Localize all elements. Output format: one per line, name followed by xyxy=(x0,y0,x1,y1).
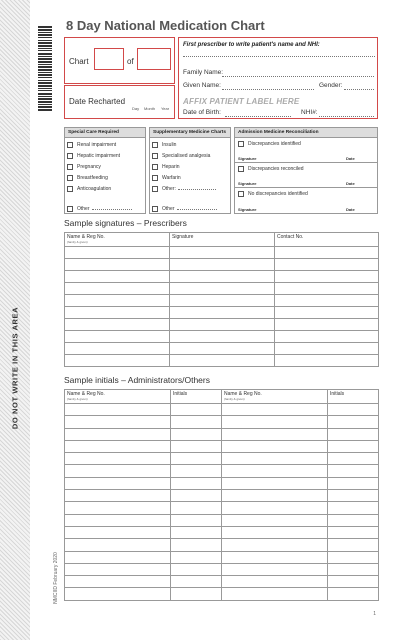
table-cell[interactable] xyxy=(171,551,222,563)
table-cell[interactable] xyxy=(171,465,222,477)
table-cell[interactable] xyxy=(65,490,171,502)
other-field[interactable] xyxy=(177,209,217,210)
date-recharted-box[interactable] xyxy=(64,85,175,119)
checkbox-icon[interactable] xyxy=(67,164,73,170)
chart-label: Chart xyxy=(69,57,89,66)
supplementary-heading: Supplementary Medicine Charts xyxy=(150,128,230,138)
table-row xyxy=(65,539,379,551)
table-cell[interactable] xyxy=(171,404,222,416)
table-cell[interactable] xyxy=(328,428,379,440)
table-cell[interactable] xyxy=(328,490,379,502)
reconciliation-section xyxy=(235,138,377,163)
supplementary-item[interactable]: Insulin xyxy=(152,142,176,148)
table-cell[interactable] xyxy=(275,343,379,355)
table-cell[interactable] xyxy=(65,283,170,295)
barcode-icon xyxy=(38,26,52,126)
table-cell[interactable] xyxy=(222,551,328,563)
table-cell[interactable] xyxy=(171,440,222,452)
table-cell[interactable] xyxy=(222,465,328,477)
date-label: Date xyxy=(346,207,355,212)
checkbox-icon[interactable] xyxy=(67,175,73,181)
table-cell[interactable] xyxy=(171,416,222,428)
table-cell[interactable] xyxy=(222,563,328,575)
checkbox-icon[interactable] xyxy=(152,164,158,170)
table-cell[interactable] xyxy=(222,514,328,526)
table-cell[interactable] xyxy=(222,453,328,465)
nhi-field[interactable] xyxy=(319,116,374,117)
table-cell[interactable] xyxy=(65,576,171,588)
table-cell[interactable] xyxy=(328,465,379,477)
table-cell[interactable] xyxy=(328,502,379,514)
table-cell[interactable] xyxy=(171,526,222,538)
column-header: Signature xyxy=(170,233,275,247)
checkbox-icon[interactable] xyxy=(67,186,73,192)
table-cell[interactable] xyxy=(275,283,379,295)
table-cell[interactable] xyxy=(328,477,379,489)
column-header: Name & Reg No. (family & given) xyxy=(65,233,170,247)
table-cell[interactable] xyxy=(65,453,171,465)
table-cell[interactable] xyxy=(171,563,222,575)
table-cell[interactable] xyxy=(222,588,328,600)
table-cell[interactable] xyxy=(275,271,379,283)
table-cell[interactable] xyxy=(222,440,328,452)
table-cell[interactable] xyxy=(65,247,170,259)
date-label: Date xyxy=(346,181,355,186)
table-cell[interactable] xyxy=(170,271,275,283)
prescriber-heading: First prescriber to write patient's name and NHI: xyxy=(183,42,320,48)
gender-field[interactable] xyxy=(344,89,374,90)
table-cell[interactable] xyxy=(328,514,379,526)
table-row xyxy=(65,588,379,600)
special-care-other[interactable]: Other xyxy=(67,206,132,212)
table-cell[interactable] xyxy=(65,404,171,416)
other-field[interactable] xyxy=(92,209,132,210)
signature-label: Signature xyxy=(238,207,257,212)
table-cell[interactable] xyxy=(65,416,171,428)
table-cell[interactable] xyxy=(222,539,328,551)
prescribers-table xyxy=(64,232,379,367)
chart-number-box xyxy=(64,37,175,84)
month-label: Month xyxy=(144,106,156,111)
table-cell[interactable] xyxy=(222,404,328,416)
table-row xyxy=(65,247,379,259)
checkbox-icon[interactable] xyxy=(67,206,73,212)
column-header: Contact No. xyxy=(275,233,379,247)
table-cell[interactable] xyxy=(65,271,170,283)
table-cell[interactable] xyxy=(222,502,328,514)
margin-warning: DO NOT WRITE IN THIS AREA xyxy=(10,306,20,430)
reconciliation-section xyxy=(235,163,377,188)
table-cell[interactable] xyxy=(171,539,222,551)
table-cell[interactable] xyxy=(65,331,170,343)
table-cell[interactable] xyxy=(65,428,171,440)
table-row xyxy=(65,563,379,575)
table-row xyxy=(65,295,379,307)
table-cell[interactable] xyxy=(65,295,170,307)
table-cell[interactable] xyxy=(222,416,328,428)
supplementary-other[interactable]: Other xyxy=(152,206,217,212)
table-cell[interactable] xyxy=(65,539,171,551)
checkbox-icon[interactable] xyxy=(152,206,158,212)
table-cell[interactable] xyxy=(170,283,275,295)
table-cell[interactable] xyxy=(275,331,379,343)
table-cell[interactable] xyxy=(170,355,275,367)
column-header: Name & Reg No. (family & given) xyxy=(65,390,171,404)
table-cell[interactable] xyxy=(170,295,275,307)
table-cell[interactable] xyxy=(328,526,379,538)
table-cell[interactable] xyxy=(65,355,170,367)
table-row xyxy=(65,477,379,489)
special-care-item[interactable]: Renal impairment xyxy=(67,142,116,148)
table-row xyxy=(65,404,379,416)
table-cell[interactable] xyxy=(328,563,379,575)
table-row xyxy=(65,307,379,319)
administrators-title: Sample initials – Administrators/Others xyxy=(64,375,210,385)
table-row xyxy=(65,490,379,502)
checkbox-icon[interactable] xyxy=(152,186,158,192)
checkbox-icon[interactable] xyxy=(67,142,73,148)
table-header-row xyxy=(65,390,379,404)
table-row xyxy=(65,331,379,343)
table-cell[interactable] xyxy=(222,428,328,440)
table-row xyxy=(65,355,379,367)
table-cell[interactable] xyxy=(275,247,379,259)
special-care-box xyxy=(64,127,146,214)
table-cell[interactable] xyxy=(171,514,222,526)
table-row xyxy=(65,551,379,563)
administrators-table xyxy=(64,389,379,601)
table-row xyxy=(65,440,379,452)
table-cell[interactable] xyxy=(170,331,275,343)
reconciliation-section xyxy=(235,188,377,213)
table-cell[interactable] xyxy=(222,526,328,538)
family-name-field[interactable] xyxy=(222,76,374,77)
table-cell[interactable] xyxy=(171,490,222,502)
supplementary-item[interactable]: Warfarin xyxy=(152,175,181,181)
table-cell[interactable] xyxy=(170,319,275,331)
special-care-item[interactable]: Pregnancy xyxy=(67,164,101,170)
checkbox-icon[interactable] xyxy=(67,153,73,159)
special-care-item[interactable]: Hepatic impairment xyxy=(67,153,120,159)
reconciliation-item[interactable]: Discrepancies identified xyxy=(238,141,301,147)
day-label: Day xyxy=(132,106,140,111)
table-cell[interactable] xyxy=(171,588,222,600)
chart-total-field[interactable] xyxy=(137,48,171,70)
table-cell[interactable] xyxy=(65,563,171,575)
reconciliation-box xyxy=(234,127,378,214)
table-cell[interactable] xyxy=(170,307,275,319)
table-cell[interactable] xyxy=(222,477,328,489)
column-header: Name & Reg No. (family & given) xyxy=(222,390,328,404)
table-cell[interactable] xyxy=(65,588,171,600)
table-cell[interactable] xyxy=(65,514,171,526)
table-cell[interactable] xyxy=(328,416,379,428)
table-cell[interactable] xyxy=(65,502,171,514)
other-field[interactable] xyxy=(178,189,216,190)
page-title: 8 Day National Medication Chart xyxy=(66,18,265,33)
table-cell[interactable] xyxy=(328,576,379,588)
table-cell[interactable] xyxy=(328,404,379,416)
date-recharted-label: Date Recharted xyxy=(69,97,126,106)
table-row xyxy=(65,453,379,465)
special-care-item[interactable]: Breastfeeding xyxy=(67,175,108,181)
table-cell[interactable] xyxy=(65,465,171,477)
supplementary-item[interactable]: Specialised analgesia xyxy=(152,153,210,159)
table-cell[interactable] xyxy=(222,576,328,588)
table-cell[interactable] xyxy=(328,539,379,551)
column-header: Initials xyxy=(171,390,222,404)
table-cell[interactable] xyxy=(275,259,379,271)
special-care-heading: Special Care Required xyxy=(65,128,145,138)
table-row xyxy=(65,502,379,514)
signature-label: Signature xyxy=(238,156,257,161)
table-row xyxy=(65,271,379,283)
table-cell[interactable] xyxy=(328,551,379,563)
table-row xyxy=(65,283,379,295)
chart-number-field[interactable] xyxy=(94,48,124,70)
table-cell[interactable] xyxy=(65,477,171,489)
heading-line[interactable] xyxy=(183,56,375,57)
table-row xyxy=(65,428,379,440)
table-row xyxy=(65,576,379,588)
table-row xyxy=(65,465,379,477)
supplementary-box xyxy=(149,127,231,214)
supplementary-item[interactable]: Other: xyxy=(152,186,216,192)
table-cell[interactable] xyxy=(328,453,379,465)
table-cell[interactable] xyxy=(171,502,222,514)
table-cell[interactable] xyxy=(170,343,275,355)
table-cell[interactable] xyxy=(170,247,275,259)
footer-code: NMCIID February 2020 xyxy=(53,552,59,604)
checkbox-icon[interactable] xyxy=(152,153,158,159)
family-name-label: Family Name: xyxy=(183,69,224,76)
dob-label: Date of Birth: xyxy=(183,109,221,116)
table-cell[interactable] xyxy=(171,576,222,588)
checkbox-icon[interactable] xyxy=(152,142,158,148)
table-cell[interactable] xyxy=(328,440,379,452)
checkbox-icon[interactable] xyxy=(238,166,244,172)
table-cell[interactable] xyxy=(171,428,222,440)
reconciliation-item[interactable]: No discrepancies identified xyxy=(238,191,308,197)
table-cell[interactable] xyxy=(275,295,379,307)
table-cell[interactable] xyxy=(65,319,170,331)
of-label: of xyxy=(127,57,134,66)
table-cell[interactable] xyxy=(275,355,379,367)
table-row xyxy=(65,259,379,271)
table-cell[interactable] xyxy=(65,307,170,319)
table-cell[interactable] xyxy=(65,551,171,563)
table-cell[interactable] xyxy=(275,319,379,331)
table-cell[interactable] xyxy=(171,453,222,465)
date-label: Date xyxy=(346,156,355,161)
gender-label: Gender: xyxy=(319,82,343,89)
supplementary-item[interactable]: Heparin xyxy=(152,164,180,170)
table-cell[interactable] xyxy=(65,526,171,538)
table-row xyxy=(65,526,379,538)
table-cell[interactable] xyxy=(65,259,170,271)
signature-label: Signature xyxy=(238,181,257,186)
prescribers-title: Sample signatures – Prescribers xyxy=(64,218,187,228)
nhi-label: NHI#: xyxy=(301,109,318,116)
reconciliation-heading: Admission Medicine Reconciliation xyxy=(235,128,377,138)
table-row xyxy=(65,514,379,526)
table-cell[interactable] xyxy=(65,440,171,452)
affix-label: AFFIX PATIENT LABEL HERE xyxy=(183,97,300,106)
table-cell[interactable] xyxy=(222,490,328,502)
given-name-label: Given Name: xyxy=(183,82,221,89)
table-row xyxy=(65,343,379,355)
given-name-field[interactable] xyxy=(222,89,314,90)
table-cell[interactable] xyxy=(275,307,379,319)
column-header: Initials xyxy=(328,390,379,404)
checkbox-icon[interactable] xyxy=(238,141,244,147)
year-label: Year xyxy=(161,106,170,111)
table-row xyxy=(65,416,379,428)
table-cell[interactable] xyxy=(328,588,379,600)
reconciliation-item[interactable]: Discrepancies reconciled xyxy=(238,166,304,172)
patient-details-box xyxy=(178,37,378,119)
checkbox-icon[interactable] xyxy=(238,191,244,197)
table-cell[interactable] xyxy=(170,259,275,271)
checkbox-icon[interactable] xyxy=(152,175,158,181)
table-cell[interactable] xyxy=(65,343,170,355)
table-cell[interactable] xyxy=(171,477,222,489)
dob-field[interactable] xyxy=(225,116,291,117)
table-header-row xyxy=(65,233,379,247)
special-care-item[interactable]: Anticoagulation xyxy=(67,186,111,192)
table-row xyxy=(65,319,379,331)
page-number: 1 xyxy=(373,611,376,617)
